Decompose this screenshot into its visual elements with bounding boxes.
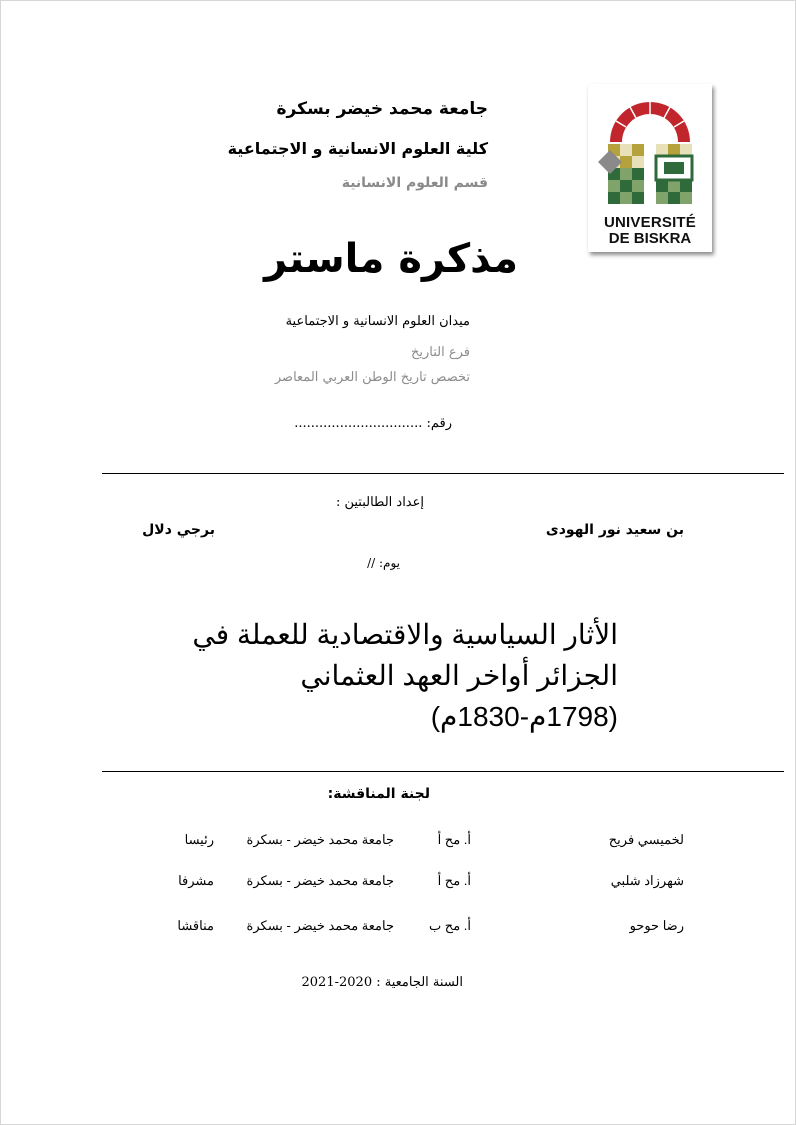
document-type-title: مذكرة ماستر: [264, 236, 518, 282]
prepared-by-label: إعداد الطالبتين :: [335, 495, 424, 510]
committee-member-university: جامعة محمد خيضر - بسكرة: [246, 873, 394, 888]
committee-heading: لجنة المناقشة:: [327, 786, 430, 802]
divider-top: [102, 473, 784, 474]
university-name: جامعة محمد خيضر بسكرة: [276, 99, 488, 119]
committee-member-university: جامعة محمد خيضر - بسكرة: [246, 832, 394, 847]
committee-member-rank: أ. مح أ: [437, 832, 471, 847]
committee-member-name: رضا حوحو: [629, 918, 684, 933]
committee-member-name: لخميسي فريح: [608, 832, 684, 847]
committee-member-name: شهرزاد شلبي: [610, 873, 684, 888]
thesis-title: الأثار السياسية والاقتصادية للعملة في الجزائر أواخر العهد العثماني (1798م-1830م): [192, 619, 618, 732]
committee-member-role: مشرفا: [178, 873, 214, 888]
specialty: تخصص تاريخ الوطن العربي المعاصر: [274, 370, 470, 385]
faculty-name: كلية العلوم الانسانية و الاجتماعية: [227, 139, 488, 158]
department-name: قسم العلوم الانسانية: [341, 175, 488, 191]
branch: فرع التاريخ: [410, 345, 470, 360]
committee-member-university: جامعة محمد خيضر - بسكرة: [246, 918, 394, 933]
academic-year: السنة الجامعية : 2020-2021: [301, 975, 463, 990]
committee-member-rank: أ. مح أ: [437, 873, 471, 888]
thesis-number: رقم: ...............................: [294, 416, 452, 431]
defense-day: يوم: //: [367, 556, 400, 570]
student-name-1: بن سعيد نور الهودى: [545, 522, 684, 538]
student-name-2: برجي دلال: [142, 522, 215, 538]
divider-bottom: [102, 771, 784, 772]
university-logo: [588, 84, 712, 252]
logo-emblem-icon: [588, 84, 712, 214]
committee-member-role: مناقشا: [177, 918, 214, 933]
committee-member-rank: أ. مح ب: [428, 918, 471, 933]
committee-member-role: رئيسا: [184, 832, 214, 847]
logo-text-biskra: DE BISKRA: [608, 230, 692, 247]
logo-text-universite: UNIVERSITÉ: [603, 214, 696, 231]
field-of-study: ميدان العلوم الانسانية و الاجتماعية: [285, 314, 470, 329]
